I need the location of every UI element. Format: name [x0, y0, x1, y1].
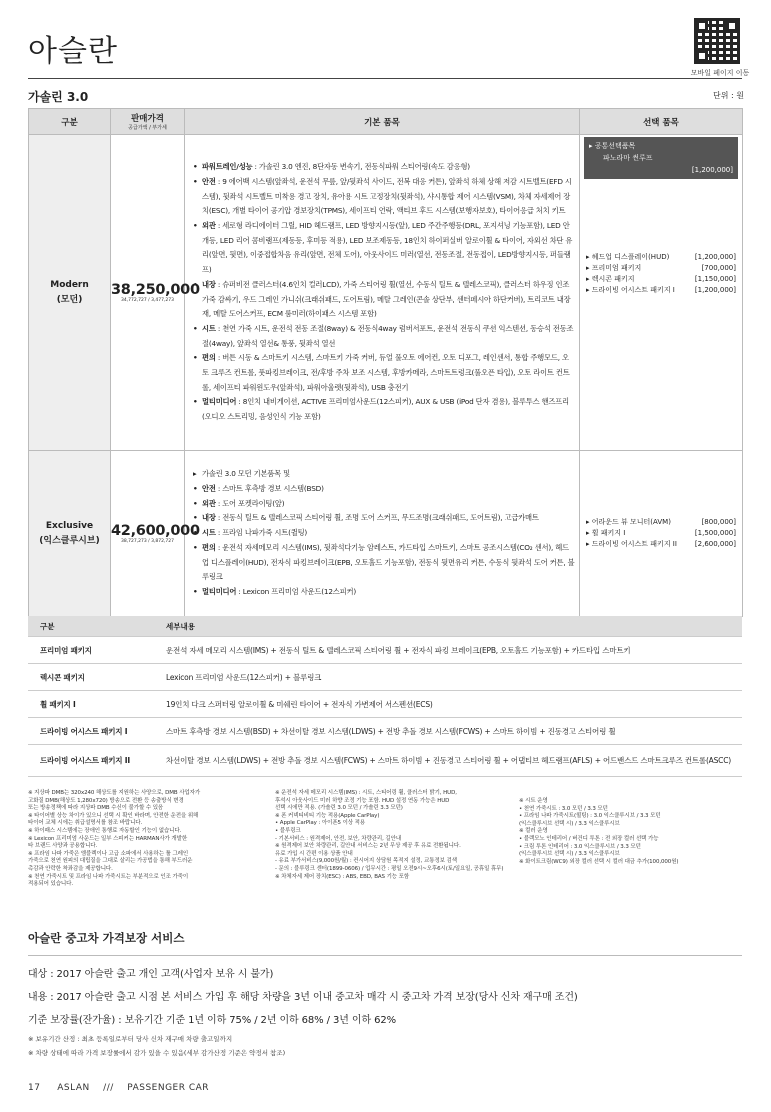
- list-item: [586, 252, 736, 263]
- footnote-line: • Apple CarPlay : 아이폰5 이상 적용: [275, 820, 366, 827]
- footnote-line: ※ 시트 운영: [519, 798, 548, 804]
- options-list: [580, 252, 742, 296]
- footnote-line: 적용되어 있습니다.: [28, 881, 74, 888]
- footnote-line: • 블랙모노 인테리어 / 버건디 투톤 : 전 외장 컬러 선택 가능: [519, 835, 659, 842]
- footnote-line: 후석시 아웃사이드 미러 하향 조정 기능 포함. HUD 설정 연동 가능은 HUD: [275, 797, 450, 804]
- list-item: [586, 274, 736, 285]
- item-text: : 버튼 시동 & 스마트키 시스템, 스마트키 가죽 커버, 듀얼 풀오토 에어컨, 오토 디포그, 레인센서, 통합 주행모드, 오토 크루즈 컨트롤, 풋파킹브레이크, 전/후방 주차 보조 시스템, 후방카메라, 스마트트렁크(풀오픈 타입), 오토 라이트 컨트롤, 세이프티 파워윈도우(앞좌석), 파워아울렛(뒷좌석), USB 충전기: [202, 353, 570, 392]
- list-item: [586, 263, 736, 274]
- table-row: [28, 664, 742, 691]
- package-name: 드라이빙 어시스트 패키지 I: [28, 718, 154, 745]
- option-name: ▸ 드라이빙 어시스트 패키지 I: [586, 285, 675, 296]
- header-price: [111, 109, 185, 135]
- trim-heading: 가솔린 3.0: [28, 90, 89, 104]
- footnote-line: (익스클루시브 선택 시) / 3.3 익스클루시브: [519, 820, 620, 827]
- option-name: ▸ 어라운드 뷰 모니터(AVM): [586, 517, 671, 528]
- list-item: [586, 285, 736, 296]
- footnote-line: 유료 가입 시 간편 이용 상품 안내: [275, 850, 353, 857]
- service-note: ※ 차량 상태에 따라 가격 보장률에서 감가 있을 수 있음(세부 감가산정 기준은 약정서 참조): [28, 1049, 286, 1057]
- list-item: [586, 528, 736, 539]
- service-rate: 기준 보장률(잔가율) : 보유기간 기준 1년 이하 75% / 2년 이하 68% / 3년 이하 62%: [28, 1015, 397, 1026]
- package-detail: 차선이탈 경보 시스템(LDWS) + 전방 추돌 경보 시스템(FCWS) + 스마트 하이빔 + 진동경고 스티어링 휠 + 어댑티브 헤드램프(AFLS) + 어드밴스드 스마트크루즈 컨트롤(ASCC): [154, 745, 742, 777]
- qr-caption: 모바일 페이지 이동: [690, 69, 750, 77]
- service-title: 아슬란 중고차 가격보장 서비스: [28, 931, 185, 945]
- table-row: [28, 745, 742, 777]
- footnote-line: ※ 컬러 운영: [519, 828, 548, 835]
- item-text: : 9 에어백 시스템(앞좌석, 운전석 무릎, 앞/뒷좌석 사이드, 전복 대응 커튼), 앞좌석 하체 상해 저감 시트벨트(EFD 시스템), 뒷좌석 시트벨트 미착용 경고 장치, 유아용 시트 고정장치(뒷좌석), 샤시통합 제어 시스템(VSM), 차체 자세제어 장치(ESC), 개별 타이어 공기압 경보장치(TPMS), 세이프티 언락, 액티브 후드 시스템(보행자보호), 타이어응급 처치 키트: [202, 176, 572, 216]
- table-row: [28, 691, 742, 718]
- footnote-line: ※ 타이어별 상능 차이가 있으니 선택 시 확인 바라며, 안전한 운전을 위해: [28, 812, 199, 819]
- table-row: [29, 451, 743, 617]
- footnote-line: • 크림 투톤 인테리어 : 3.0 익스클루시브 / 3.3 모던: [519, 843, 641, 850]
- item-text: : 프라임 나파가죽 시트(퀼팅): [215, 528, 308, 538]
- divider: [28, 955, 742, 956]
- page-title: 아슬란: [28, 34, 118, 69]
- item-label: 내장: [202, 279, 216, 289]
- grade-name: Exclusive: [45, 520, 94, 531]
- qr-finder: [696, 50, 708, 62]
- table-row: [29, 135, 743, 451]
- list-item: [193, 511, 575, 526]
- grade-cell: [29, 451, 111, 617]
- item-text: : 가솔린 3.0 엔진, 8단자동 변속기, 전동식파워 스티어링(속도 감응형): [252, 162, 470, 172]
- standard-items-cell: [185, 451, 580, 617]
- price-cell: [111, 451, 200, 617]
- list-item: [193, 482, 575, 497]
- item-text: : 슈퍼비전 클러스터(4.6인치 컬러LCD), 가죽 스티어링 휠(열선, 수동식 틸트 & 텔레스코픽), 클러스터 하우징 인조가죽 감싸기, 우드 그레인 가니쉬(크래쉬패드, 도어트림), 메탈 그레인(콘솔 상단부, 센터페시아 하단커버), 트리코트 내장재, 메탈 도어스커프, ECM 룸미러(하이패스 시스템 포함): [202, 279, 571, 319]
- qr-finder: [726, 20, 738, 32]
- item-label: 안전: [202, 176, 216, 186]
- footnote-line: - 유료 부가서비스(9,000원/월) : 컨시어지 상담원 목적지 설정, 교통정보 검색: [275, 858, 457, 865]
- option-price: [800,000]: [701, 518, 736, 526]
- footnote-line: ※ 운전석 자세 메모리 시스템(IMS) : 시트, 스티어링 휠, 클러스터 밝기, HUD,: [275, 790, 457, 796]
- footnote-line: ※ 지상파 DMB는 320x240 해상도를 지원하는 사양으로, DMB 사업자가: [28, 790, 201, 796]
- footnote-line: 가죽으로 천연 원피의 대립질을 그대로 살리는 가공법을 통해 부드러운: [28, 858, 193, 865]
- footnote-line: 타 브랜드 사양과 공용합니다.: [28, 843, 98, 850]
- standard-items-list: [185, 157, 579, 428]
- list-item: [193, 585, 575, 600]
- list-item: [193, 541, 575, 585]
- grade-name: Modern: [50, 279, 89, 290]
- footnote-line: - 문의 : 블루링크 센터(1899-0606) / 업무시간 : 평일 오전9시~오후6시(토/일요일, 공휴일 휴무): [275, 865, 504, 872]
- item-text: : 8인치 내비게이션, ACTIVE 프리미엄사운드(12스피커), AUX & USB (iPod 단자 겸용), 블루투스 핸즈프리(오디오 스트리밍, 음성인식 기능 포함): [202, 397, 569, 422]
- page-footer: 17 ASLAN /// PASSENGER CAR: [28, 1083, 210, 1093]
- service-target: 대상 : 2017 아슬란 출고 개인 고객(사업자 보유 시 불가): [28, 969, 274, 980]
- options-list: [580, 517, 742, 550]
- item-text: : 세로형 라디에이터 그릴, HID 헤드램프, LED 방향지시등(앞), LED 주간주행등(DRL, 포지셔닝 기능포함), LED 안개등, LED 리어 콤비램프(제동등, 후미등 적용), LED 보조제동등, 18인치 하이퍼실버 알로이휠 & 타이어, 자외선 차단 유리(앞면, 뒷면), 이중접합차음 유리(앞면, 전체 도어), 아웃사이드 미러(열선, 전동조절, 전동접이, LED방향지시등, 퍼들램프): [202, 220, 573, 275]
- option-name: ▸ 휠 패키지 I: [586, 528, 625, 539]
- header-price-sub: 공급가액 / 부가세: [128, 125, 167, 131]
- footnote-line: ※ 화이트크림(WC9) 외장 컬러 선택 시 컬러 대금 추가(100,000원): [519, 858, 679, 865]
- unit-label: 단위 : 원: [713, 91, 744, 100]
- option-price: [1,150,000]: [694, 275, 736, 283]
- list-item: [193, 395, 575, 424]
- item-label: 편의: [202, 542, 216, 552]
- item-label: 시트: [202, 323, 216, 333]
- footnote-line: ※ 천연 가죽시트 및 프라임 나파 가죽시트는 부분적으로 인조 가죽이: [28, 873, 189, 880]
- service-content: 내용 : 2017 아슬란 출고 시점 본 서비스 가입 후 해당 차량을 3년 이내 중고차 매각 시 중고차 가격 보장(당사 신차 재구매 조건): [28, 992, 578, 1003]
- footnote-line: • 프라임 나파 가죽시트(퀼팅) : 3.0 익스클루시브 / 3.3 모던: [519, 813, 661, 820]
- qr-code[interactable]: [694, 18, 740, 64]
- table-row: [28, 718, 742, 745]
- header-price-label: 판매가격: [131, 114, 164, 124]
- option-name: ▸ 렉시콘 패키지: [586, 274, 635, 285]
- item-label: 편의: [202, 353, 216, 363]
- package-name: 프리미엄 패키지: [28, 637, 154, 664]
- footnote-line: ※ 원격제어 보안 차량관리, 길안내 서비스는 2년 무상 제공 후 유료 전환됩니다.: [275, 843, 461, 850]
- package-detail: 운전석 자세 메모리 시스템(IMS) + 전동식 틸트 & 텔레스코픽 스티어링 휠 + 전자식 파킹 브레이크(EPB, 오토홀드 기능포함) + 카드타입 스마트키: [154, 637, 742, 664]
- list-item: [193, 219, 575, 278]
- footnote-line: 고화질 DMB(해상도 1,280x720) 방송으로 전환 등 송출방식 변경: [28, 797, 184, 804]
- qr-finder: [696, 20, 708, 32]
- footnotes-column-1: [28, 790, 270, 889]
- item-text: : 운전석 자세메모리 시스템(IMS), 뒷좌석다기능 암레스트, 카드타입 스마트키, 스마트 공조시스템(CO₂ 센서), 헤드업 디스플레이(HUD), 전자식 파킹브레이크(EPB, 오토홀드 기능포함), 전동식 뒷면유리 커튼, 수동식 뒷좌석 도어 커튼, 블루링크: [202, 542, 575, 582]
- grade-name-kr: (익스클루시브): [39, 535, 100, 546]
- common-option-item: 파노라마 썬루프: [603, 154, 653, 162]
- item-label: 멀티미디어: [202, 586, 237, 596]
- options-cell: [580, 451, 743, 617]
- item-text: 가솔린 3.0 모던 기본품목 및: [202, 469, 290, 479]
- list-item: [586, 517, 736, 528]
- package-detail: 스마트 후측방 경보 시스템(BSD) + 차선이탈 경보 시스템(LDWS) + 전방 추돌 경보 시스템(FCWS) + 스마트 하이빔 + 진동경고 스티어링 휠: [154, 718, 742, 745]
- footnote-line: ※ 폰 커넥티비티 기능 적용(Apple CarPlay): [275, 812, 380, 819]
- footnote-line: 또는 방송정책에 따라 지상파 DMB 수신이 불가할 수 있음: [28, 805, 164, 812]
- item-text: : Lexicon 프리미엄 사운드(12스피커): [236, 586, 356, 596]
- item-label: 파워트레인/성능: [202, 162, 253, 172]
- item-label: 멀티미디어: [202, 397, 237, 407]
- list-item: [193, 160, 575, 175]
- price-breakdown: 34,772,727 / 3,477,273: [120, 298, 175, 303]
- header-category: 구분: [29, 109, 111, 135]
- option-name: ▸ 헤드업 디스플레이(HUD): [586, 252, 669, 263]
- price-breakdown: 38,727,273 / 3,872,727: [120, 539, 175, 544]
- package-name: 휠 패키지 I: [28, 691, 154, 718]
- item-text: : 천연 가죽 시트, 운전석 전동 조절(8way) & 전동식4way 럼버서포트, 운전석 전동식 쿠션 익스텐션, 동승석 전동조절(4way), 앞좌석 열선& 통풍, 뒷좌석 열선: [202, 323, 574, 348]
- footnote-line: ※ Lexicon 프리미엄 사운드는 일부 스피커는 HARMAN사가 개발한: [28, 835, 188, 842]
- option-name: ▸ 드라이빙 어시스트 패키지 II: [586, 539, 677, 550]
- package-name: 드라이빙 어시스트 패키지 II: [28, 745, 154, 777]
- price: 38,250,000: [111, 282, 200, 298]
- footnote-line: ※ 프라임 나파 가죽은 엠블렉이나 고급 소파에서 사용하는 툴 그레인: [28, 850, 189, 857]
- list-item: [193, 351, 575, 395]
- list-item: [586, 539, 736, 550]
- common-option-price: [1,200,000]: [691, 166, 733, 174]
- option-price: [1,200,000]: [694, 286, 736, 294]
- table-header-row: [28, 616, 742, 637]
- package-detail: Lexicon 프리미엄 사운드(12스피커) + 블루링크: [154, 664, 742, 691]
- option-price: [700,000]: [701, 264, 736, 272]
- footnote-line: - 기본서비스 : 원격제어, 안전, 보안, 차량관리, 길안내: [275, 835, 402, 842]
- list-item: [193, 175, 575, 219]
- package-name: 렉시콘 패키지: [28, 664, 154, 691]
- item-text: : 스마트 후측방 경보 시스템(BSD): [215, 484, 324, 494]
- list-item: [193, 497, 575, 512]
- option-price: [1,200,000]: [694, 253, 736, 261]
- table-row: [28, 637, 742, 664]
- item-text: : 도어 포켓라이팅(앞): [215, 498, 285, 508]
- service-note: ※ 보유기간 산정 : 최초 등록일로부터 당사 신차 재구매 차량 출고일까지: [28, 1035, 233, 1043]
- item-label: 안전: [202, 484, 216, 494]
- footnote-line: • 블루링크: [275, 827, 301, 834]
- item-label: 시트: [202, 528, 216, 538]
- list-item: [193, 467, 575, 482]
- header-detail: 세부내용: [154, 616, 742, 637]
- footnotes-column-3: [519, 798, 741, 866]
- grade-cell: [29, 135, 111, 451]
- grade-name-kr: (모던): [56, 294, 83, 305]
- option-name: ▸ 프리미엄 패키지: [586, 263, 641, 274]
- footnote-line: 촉감과 안락한 착좌감을 제공합니다.: [28, 865, 113, 872]
- header-options: 선택 품목: [580, 109, 743, 135]
- standard-items-cell: [185, 135, 580, 451]
- table-header-row: [29, 109, 743, 135]
- options-cell: [580, 135, 743, 451]
- header-category: 구분: [28, 616, 154, 637]
- price: 42,600,000: [111, 523, 200, 539]
- item-label: 내장: [202, 513, 216, 523]
- footnote-line: 타이어 교체 시에는 취급설명서를 참조 바랍니다.: [28, 820, 143, 827]
- header-standard-items: 기본 품목: [185, 109, 580, 135]
- footnotes-column-2: [275, 790, 515, 881]
- footnote-line: (익스클루시브 선택 시) / 3.3 익스클루시브: [519, 851, 620, 858]
- list-item: [193, 278, 575, 322]
- item-text: : 전동식 틸트 & 텔레스코픽 스티어링 휠, 조명 도어 스커프, 무드조명(크래쉬패드, 도어트림), 고급카매트: [215, 513, 539, 523]
- standard-items-list: [185, 464, 579, 602]
- package-detail: 19인치 다크 스퍼터링 알로이휠 & 미쉐린 타이어 + 전자식 가변제어 서스펜션(ECS): [154, 691, 742, 718]
- common-option-box: [584, 137, 738, 179]
- item-label: 외관: [202, 220, 216, 230]
- list-item: [193, 322, 575, 351]
- footnote-line: • 천연 가죽시트 : 3.0 모던 / 3.3 모던: [519, 805, 608, 812]
- footnote-line: ※ 차체자세 제어 장치(ESC) : ABS, EBD, BAS 기능 포함: [275, 873, 410, 880]
- option-price: [2,600,000]: [694, 540, 736, 548]
- list-item: [193, 526, 575, 541]
- common-option-title: ▸ 공통선택품목: [589, 142, 636, 150]
- option-price: [1,500,000]: [694, 529, 736, 537]
- item-label: 외관: [202, 498, 216, 508]
- footnote-line: ※ 하이패스 시스템에는 장애인 통행료 자동할인 기능이 없습니다.: [28, 827, 182, 834]
- footnote-line: 선택 시에만 적용. (가솔린 3.0 모던 / 가솔린 3.3 모던): [275, 805, 403, 812]
- price-table: [28, 108, 743, 617]
- package-table: [28, 616, 742, 777]
- price-cell: [111, 135, 200, 451]
- common-option-title-text: 공통선택품목: [594, 142, 636, 150]
- divider: [28, 78, 742, 79]
